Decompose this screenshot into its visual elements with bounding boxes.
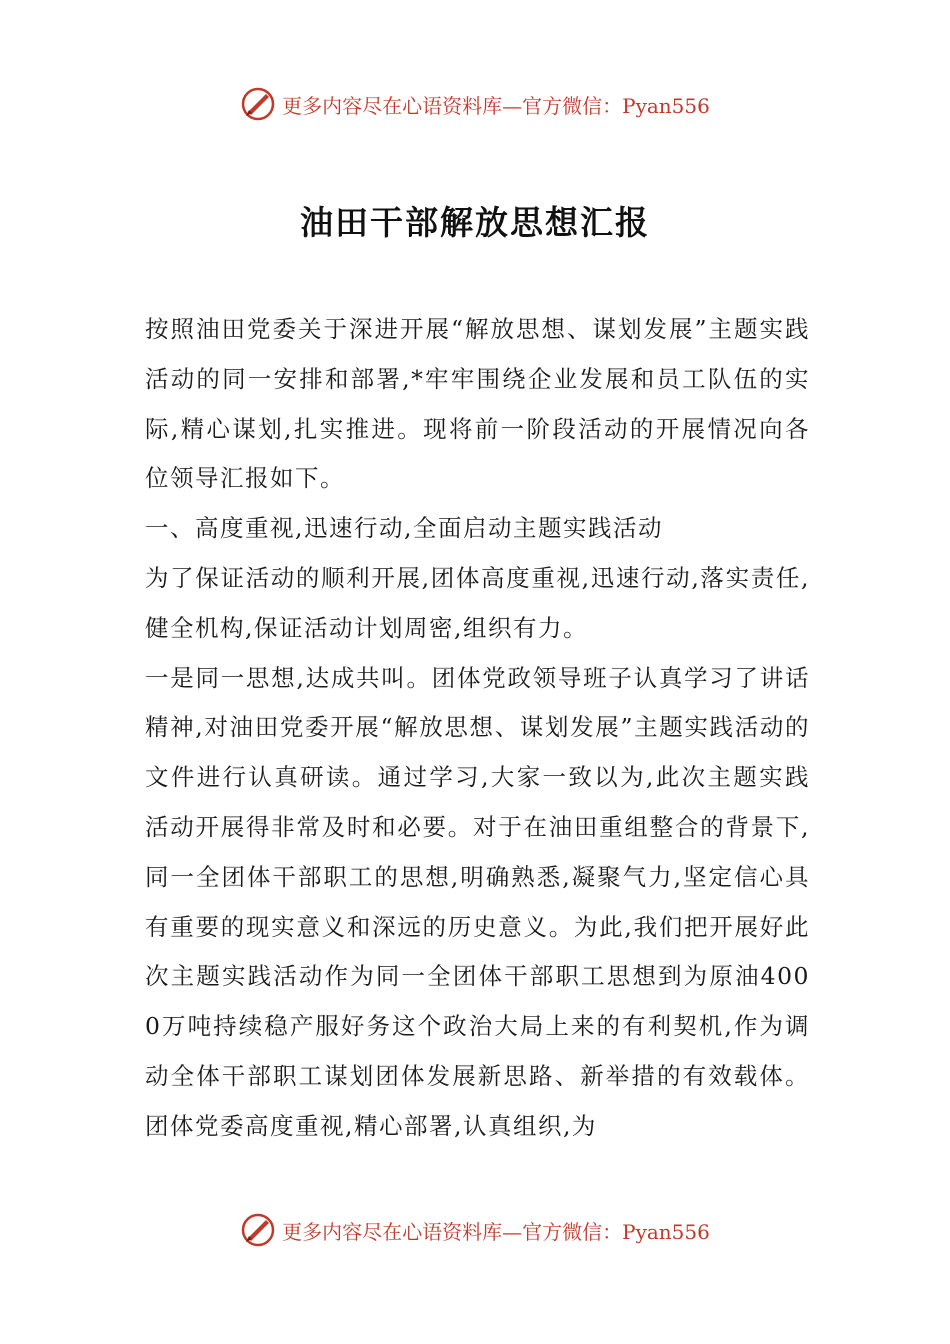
header-watermark-banner — [0, 84, 950, 124]
paragraph-intro: 按照油田党委关于深进开展“解放思想、谋划发展”主题实践活动的同一安排和部署,*牢牢围绕企业发展和员工队伍的实际,精心谋划,扎实推进。现将前一阶段活动的开展情况向各位领导汇报如下。 — [145, 315, 810, 493]
section-heading-1: 一、高度重视,迅速行动,全面启动主题实践活动 — [145, 514, 663, 543]
paragraph-section-1: 为了保证活动的顺利开展,团体高度重视,迅速行动,落实责任,健全机构,保证活动计划周密,组织有力。 — [145, 563, 810, 642]
pen-logo-icon — [240, 1212, 276, 1248]
pen-logo-icon — [240, 86, 276, 122]
paragraph-point-1: 一是同一思想,达成共叫。团体党政领导班子认真学习了讲话精神,对油田党委开展“解放思想、谋划发展”主题实践活动的文件进行认真研读。通过学习,大家一致以为,此次主题实践活动开展得非常及时和必要。对于在油田重组整合的背景下,同一全团体干部职工的思想,明确熟悉,凝聚气力,坚定信心具有重要的现实意义和深远的历史意义。为此,我们把开展好此次主题实践活动作为同一全团体干部职工思想到为原油4000万吨持续稳产服好务这个政治大局上来的有利契机,作为调动全体干部职工谋划团体发展新思路、新举措的有效载体。团体党委高度重视,精心部署,认真组织,为 — [145, 663, 810, 1140]
footer-watermark-banner — [0, 1210, 950, 1250]
document-body — [145, 305, 810, 1152]
document-title: 油田干部解放思想汇报 — [300, 203, 650, 243]
header-banner-text: 更多内容尽在心语资料库—官方微信：Pyan556 — [282, 93, 710, 118]
footer-banner-text: 更多内容尽在心语资料库—官方微信：Pyan556 — [282, 1219, 710, 1244]
